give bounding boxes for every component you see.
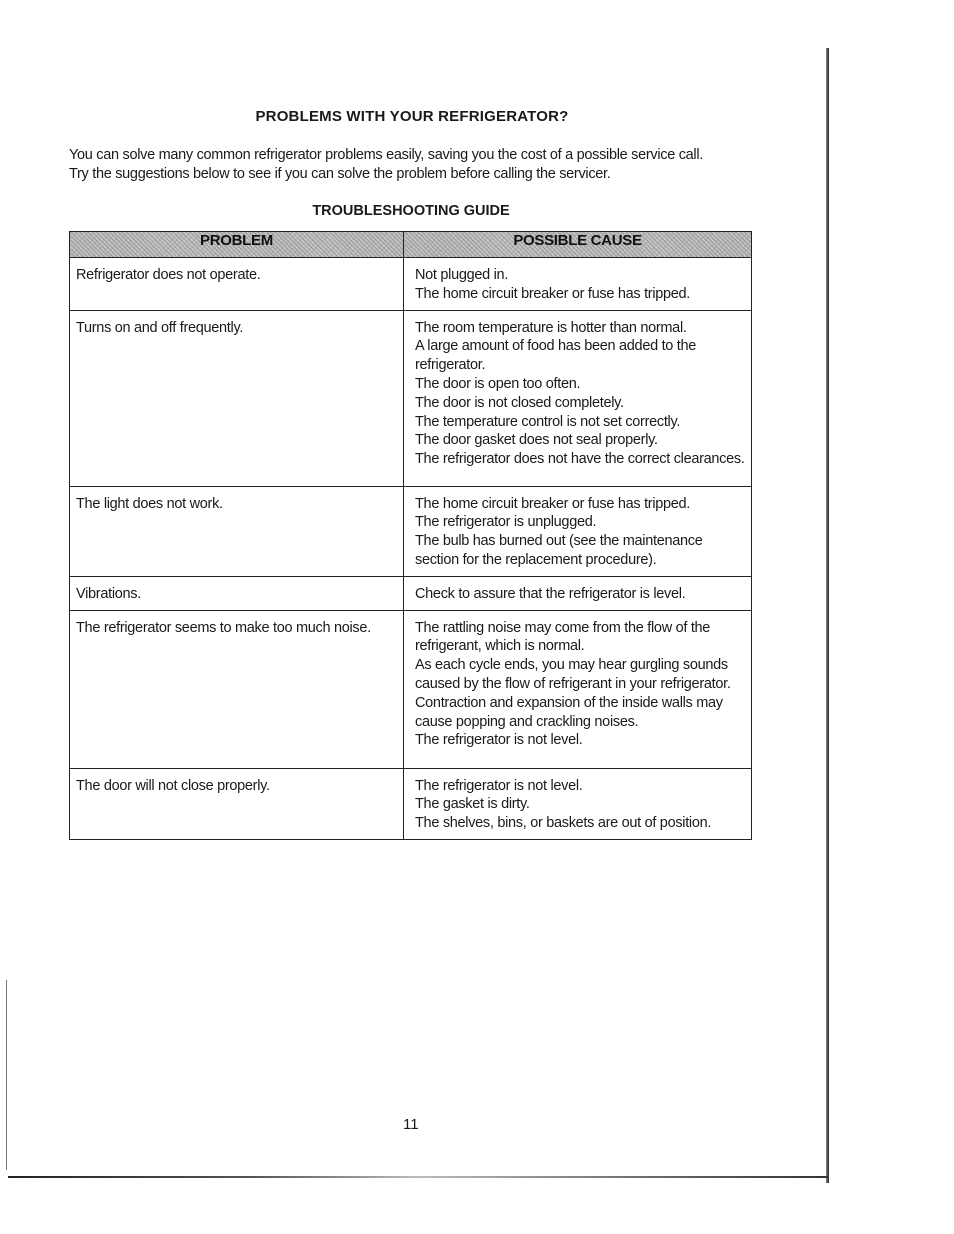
- cause-item: The refrigerator does not have the correct clearances.: [415, 451, 745, 468]
- cause-item: The rattling noise may come from the flow of the refrigerant, which is normal.: [415, 619, 711, 655]
- cause-cell: [404, 576, 752, 610]
- cause-item: The shelves, bins, or baskets are out of position.: [415, 815, 712, 832]
- cause-item: The refrigerator is not level.: [415, 732, 583, 749]
- cause-item: The door gasket does not seal properly.: [415, 432, 658, 449]
- table-row: [70, 310, 752, 486]
- page-number: 11: [403, 1116, 419, 1133]
- cause-item: The temperature control is not set correctly.: [415, 413, 681, 430]
- intro-line-2: Try the suggestions below to see if you can solve the problem before calling the servicer.: [69, 166, 611, 182]
- cause-item: Not plugged in.: [415, 267, 509, 283]
- troubleshooting-table: [69, 231, 752, 840]
- problem-cell: Vibrations.: [70, 576, 404, 610]
- cause-item: The room temperature is hotter than normal.: [415, 319, 687, 336]
- problem-cell: Refrigerator does not operate.: [70, 258, 404, 311]
- table-row: [70, 258, 752, 311]
- cause-cell: [404, 610, 752, 768]
- cause-item: Contraction and expansion of the inside walls may cause popping and crackling noises.: [415, 694, 723, 730]
- scan-edge-left: [6, 980, 7, 1170]
- cause-item: The home circuit breaker or fuse has tripped.: [415, 285, 691, 302]
- cause-item: The gasket is dirty.: [415, 796, 530, 813]
- problem-cell: The refrigerator seems to make too much noise.: [70, 610, 404, 768]
- intro-line-1: You can solve many common refrigerator problems easily, saving you the cost of a possible service call.: [69, 147, 703, 163]
- cause-item: The refrigerator is not level.: [415, 777, 583, 794]
- page-title: PROBLEMS WITH YOUR REFRIGERATOR?: [255, 108, 569, 125]
- cause-item: The refrigerator is unplugged.: [415, 514, 597, 531]
- guide-title: TROUBLESHOOTING GUIDE: [312, 203, 510, 219]
- table-row: [70, 486, 752, 576]
- table-row: [70, 610, 752, 768]
- header-possible-cause: POSSIBLE CAUSE: [404, 232, 752, 258]
- table-row: [70, 768, 752, 839]
- cause-cell: [404, 258, 752, 311]
- problem-cell: Turns on and off frequently.: [70, 310, 404, 486]
- cause-item: As each cycle ends, you may hear gurgling sounds caused by the flow of refrigerant in your refrigerator.: [415, 657, 731, 692]
- problem-cell: The light does not work.: [70, 486, 404, 576]
- table-row: [70, 576, 752, 610]
- cause-cell: [404, 768, 752, 839]
- cause-cell: [404, 310, 752, 486]
- header-problem: PROBLEM: [70, 232, 404, 258]
- cause-item: A large amount of food has been added to the refrigerator.: [415, 338, 697, 374]
- cause-cell: [404, 486, 752, 576]
- table-header-row: [70, 232, 752, 258]
- intro-paragraph: [69, 146, 769, 184]
- cause-item: Check to assure that the refrigerator is level.: [415, 585, 686, 602]
- cause-item: The door is not closed completely.: [415, 394, 624, 411]
- cause-item: The home circuit breaker or fuse has tripped.: [415, 495, 691, 512]
- cause-item: The door is open too often.: [415, 375, 581, 392]
- table-body: [70, 258, 752, 840]
- problem-cell: The door will not close properly.: [70, 768, 404, 839]
- cause-item: The bulb has burned out (see the maintenance section for the replacement procedure).: [415, 533, 703, 568]
- scan-edge-right: [826, 48, 829, 1183]
- scan-edge-bottom: [8, 1176, 828, 1178]
